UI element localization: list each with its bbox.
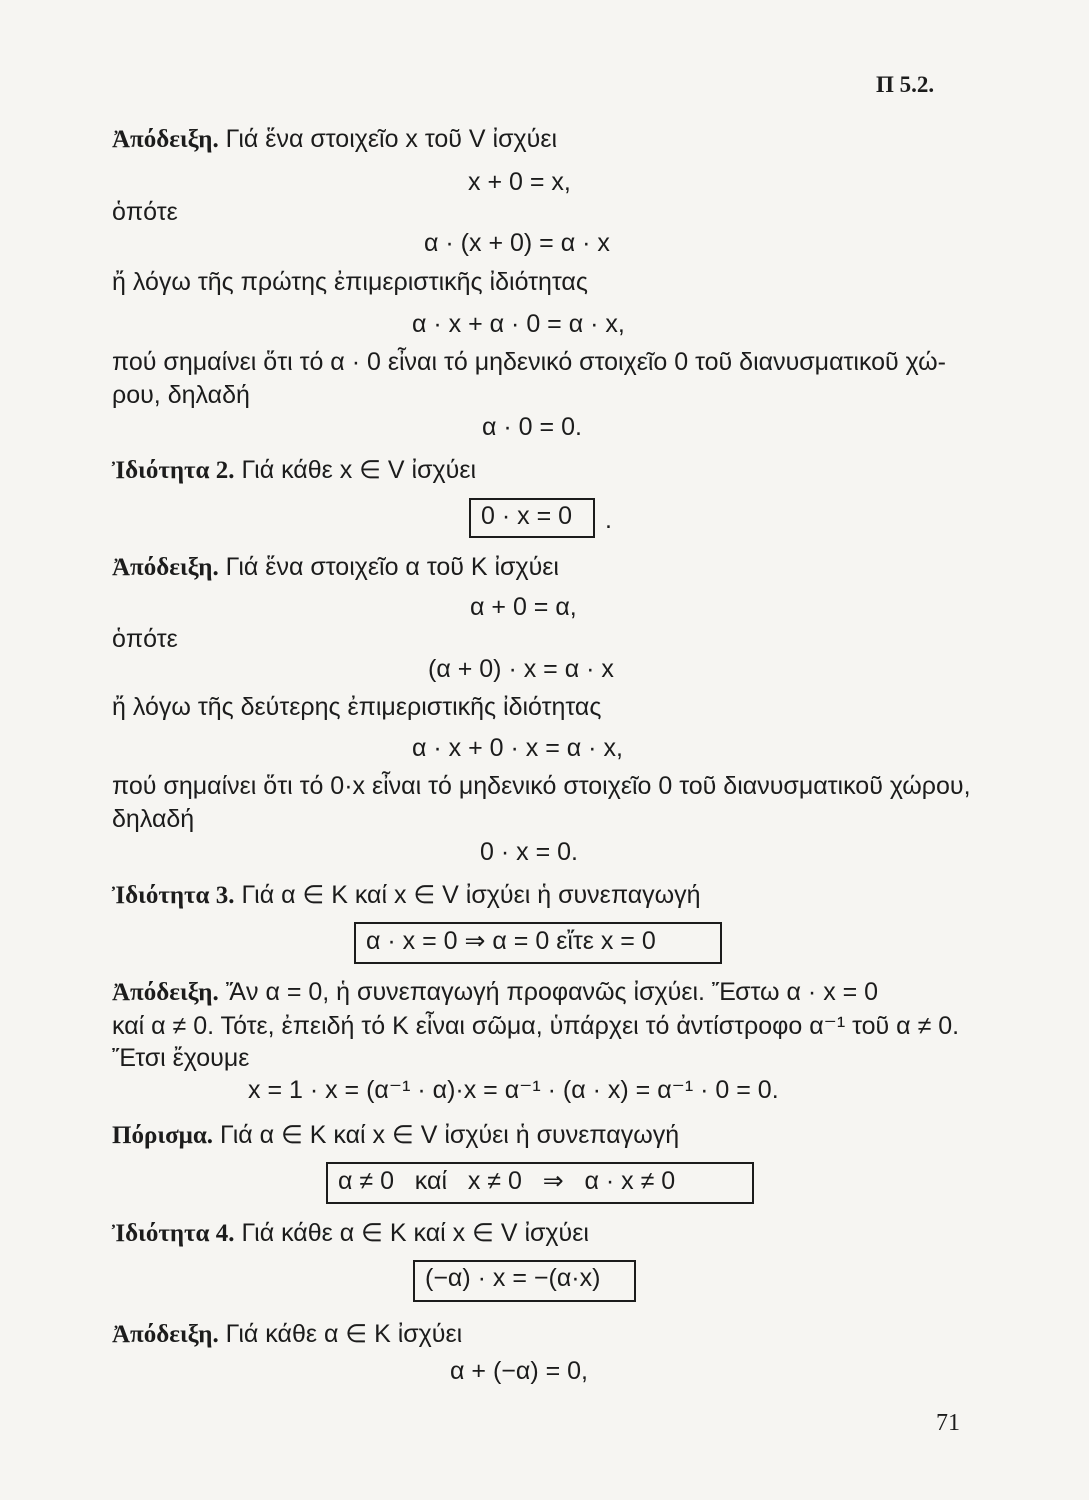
property-text: Γιά κάθε α ∈ K καί x ∈ V ἰσχύει [241,1219,589,1247]
property-4 [112,1218,589,1248]
boxed-formula-12: α ≠ 0 καί x ≠ 0 ⇒ α · x ≠ 0 [326,1162,754,1204]
proof-2 [112,553,559,582]
property-text: Γιά κάθε x ∈ V ἰσχύει [241,456,477,484]
proof-heading: Ἀπόδειξη. [112,1321,219,1348]
corollary [112,1120,679,1150]
formula-9: 0 · x = 0. [480,838,578,866]
proof-heading: Ἀπόδειξη. [112,126,219,153]
formula-3: α · x + α · 0 = α · x, [412,310,625,338]
formula-4: α · 0 = 0. [482,413,582,441]
formula-6: α + 0 = α, [470,593,577,621]
proof-text: Γιά κάθε α ∈ K ἰσχύει [225,1320,463,1348]
formula-5-period: . [605,506,612,534]
second-distributive-line: ἤ λόγω τῆς δεύτερης ἐπιμεριστικῆς ἰδιότητας [112,693,602,721]
corollary-text: Γιά α ∈ K καί x ∈ V ἰσχύει ἡ συνεπαγωγή [220,1121,680,1149]
proof-3-line-3: Ἔτσι ἔχουμε [112,1044,250,1072]
proof-text: Γιά ἕνα στοιχεῖο α τοῦ K ἰσχύει [225,553,559,581]
page-number: 71 [936,1410,960,1436]
formula-2: α · (x + 0) = α · x [424,229,610,257]
means-1-line-2: ρου, δηλαδή [112,381,250,409]
opote-1: ὁπότε [112,198,178,226]
proof-3-line-1 [112,978,878,1007]
formula-7: (α + 0) · x = α · x [428,655,614,683]
formula-14: α + (−α) = 0, [450,1357,588,1385]
section-header: Π 5.2. [876,72,935,97]
proof-text: Γιά ἕνα στοιχεῖο x τοῦ V ἰσχύει [225,125,558,153]
property-3 [112,880,701,910]
formula-1: x + 0 = x, [468,168,571,196]
boxed-formula-5: 0 · x = 0 [469,498,595,538]
property-2 [112,455,476,485]
property-heading: Ἰδιότητα 2. [112,457,235,484]
formula-11: x = 1 · x = (α⁻¹ · α)·x = α⁻¹ · (α · x) = α⁻¹ · 0 = 0. [248,1076,779,1104]
proof-heading: Ἀπόδειξη. [112,554,219,581]
property-heading: Ἰδιότητα 3. [112,882,235,909]
property-text: Γιά α ∈ K καί x ∈ V ἰσχύει ἡ συνεπαγωγή [241,881,701,909]
corollary-heading: Πόρισμα. [112,1122,214,1149]
property-heading: Ἰδιότητα 4. [112,1220,235,1247]
formula-8: α · x + 0 · x = α · x, [412,734,623,762]
means-1-line-1: πού σημαίνει ὅτι τό α · 0 εἶναι τό μηδενικό στοιχεῖο 0 τοῦ διανυσματικοῦ χώ- [112,348,946,376]
boxed-formula-13: (−α) · x = −(α·x) [413,1260,636,1302]
boxed-formula-10: α · x = 0 ⇒ α = 0 εἴτε x = 0 [354,922,722,964]
proof-heading: Ἀπόδειξη. [112,979,219,1006]
proof-3-line-2: καί α ≠ 0. Τότε, ἐπειδή τό K εἶναι σῶμα, ὑπάρχει τό ἀντίστροφο α⁻¹ τοῦ α ≠ 0. [112,1012,960,1040]
proof-1 [112,125,557,154]
proof-text: Ἄν α = 0, ἡ συνεπαγωγή προφανῶς ἰσχύει. Ἔστω α · x = 0 [225,978,879,1006]
first-distributive-line: ἤ λόγω τῆς πρώτης ἐπιμεριστικῆς ἰδιότητας [112,268,588,296]
opote-2: ὁπότε [112,625,178,653]
means-2-line-2: δηλαδή [112,805,195,833]
proof-4 [112,1319,462,1349]
means-2-line-1: πού σημαίνει ὅτι τό 0·x εἶναι τό μηδενικό στοιχεῖο 0 τοῦ διανυσματικοῦ χώρου, [112,772,971,800]
